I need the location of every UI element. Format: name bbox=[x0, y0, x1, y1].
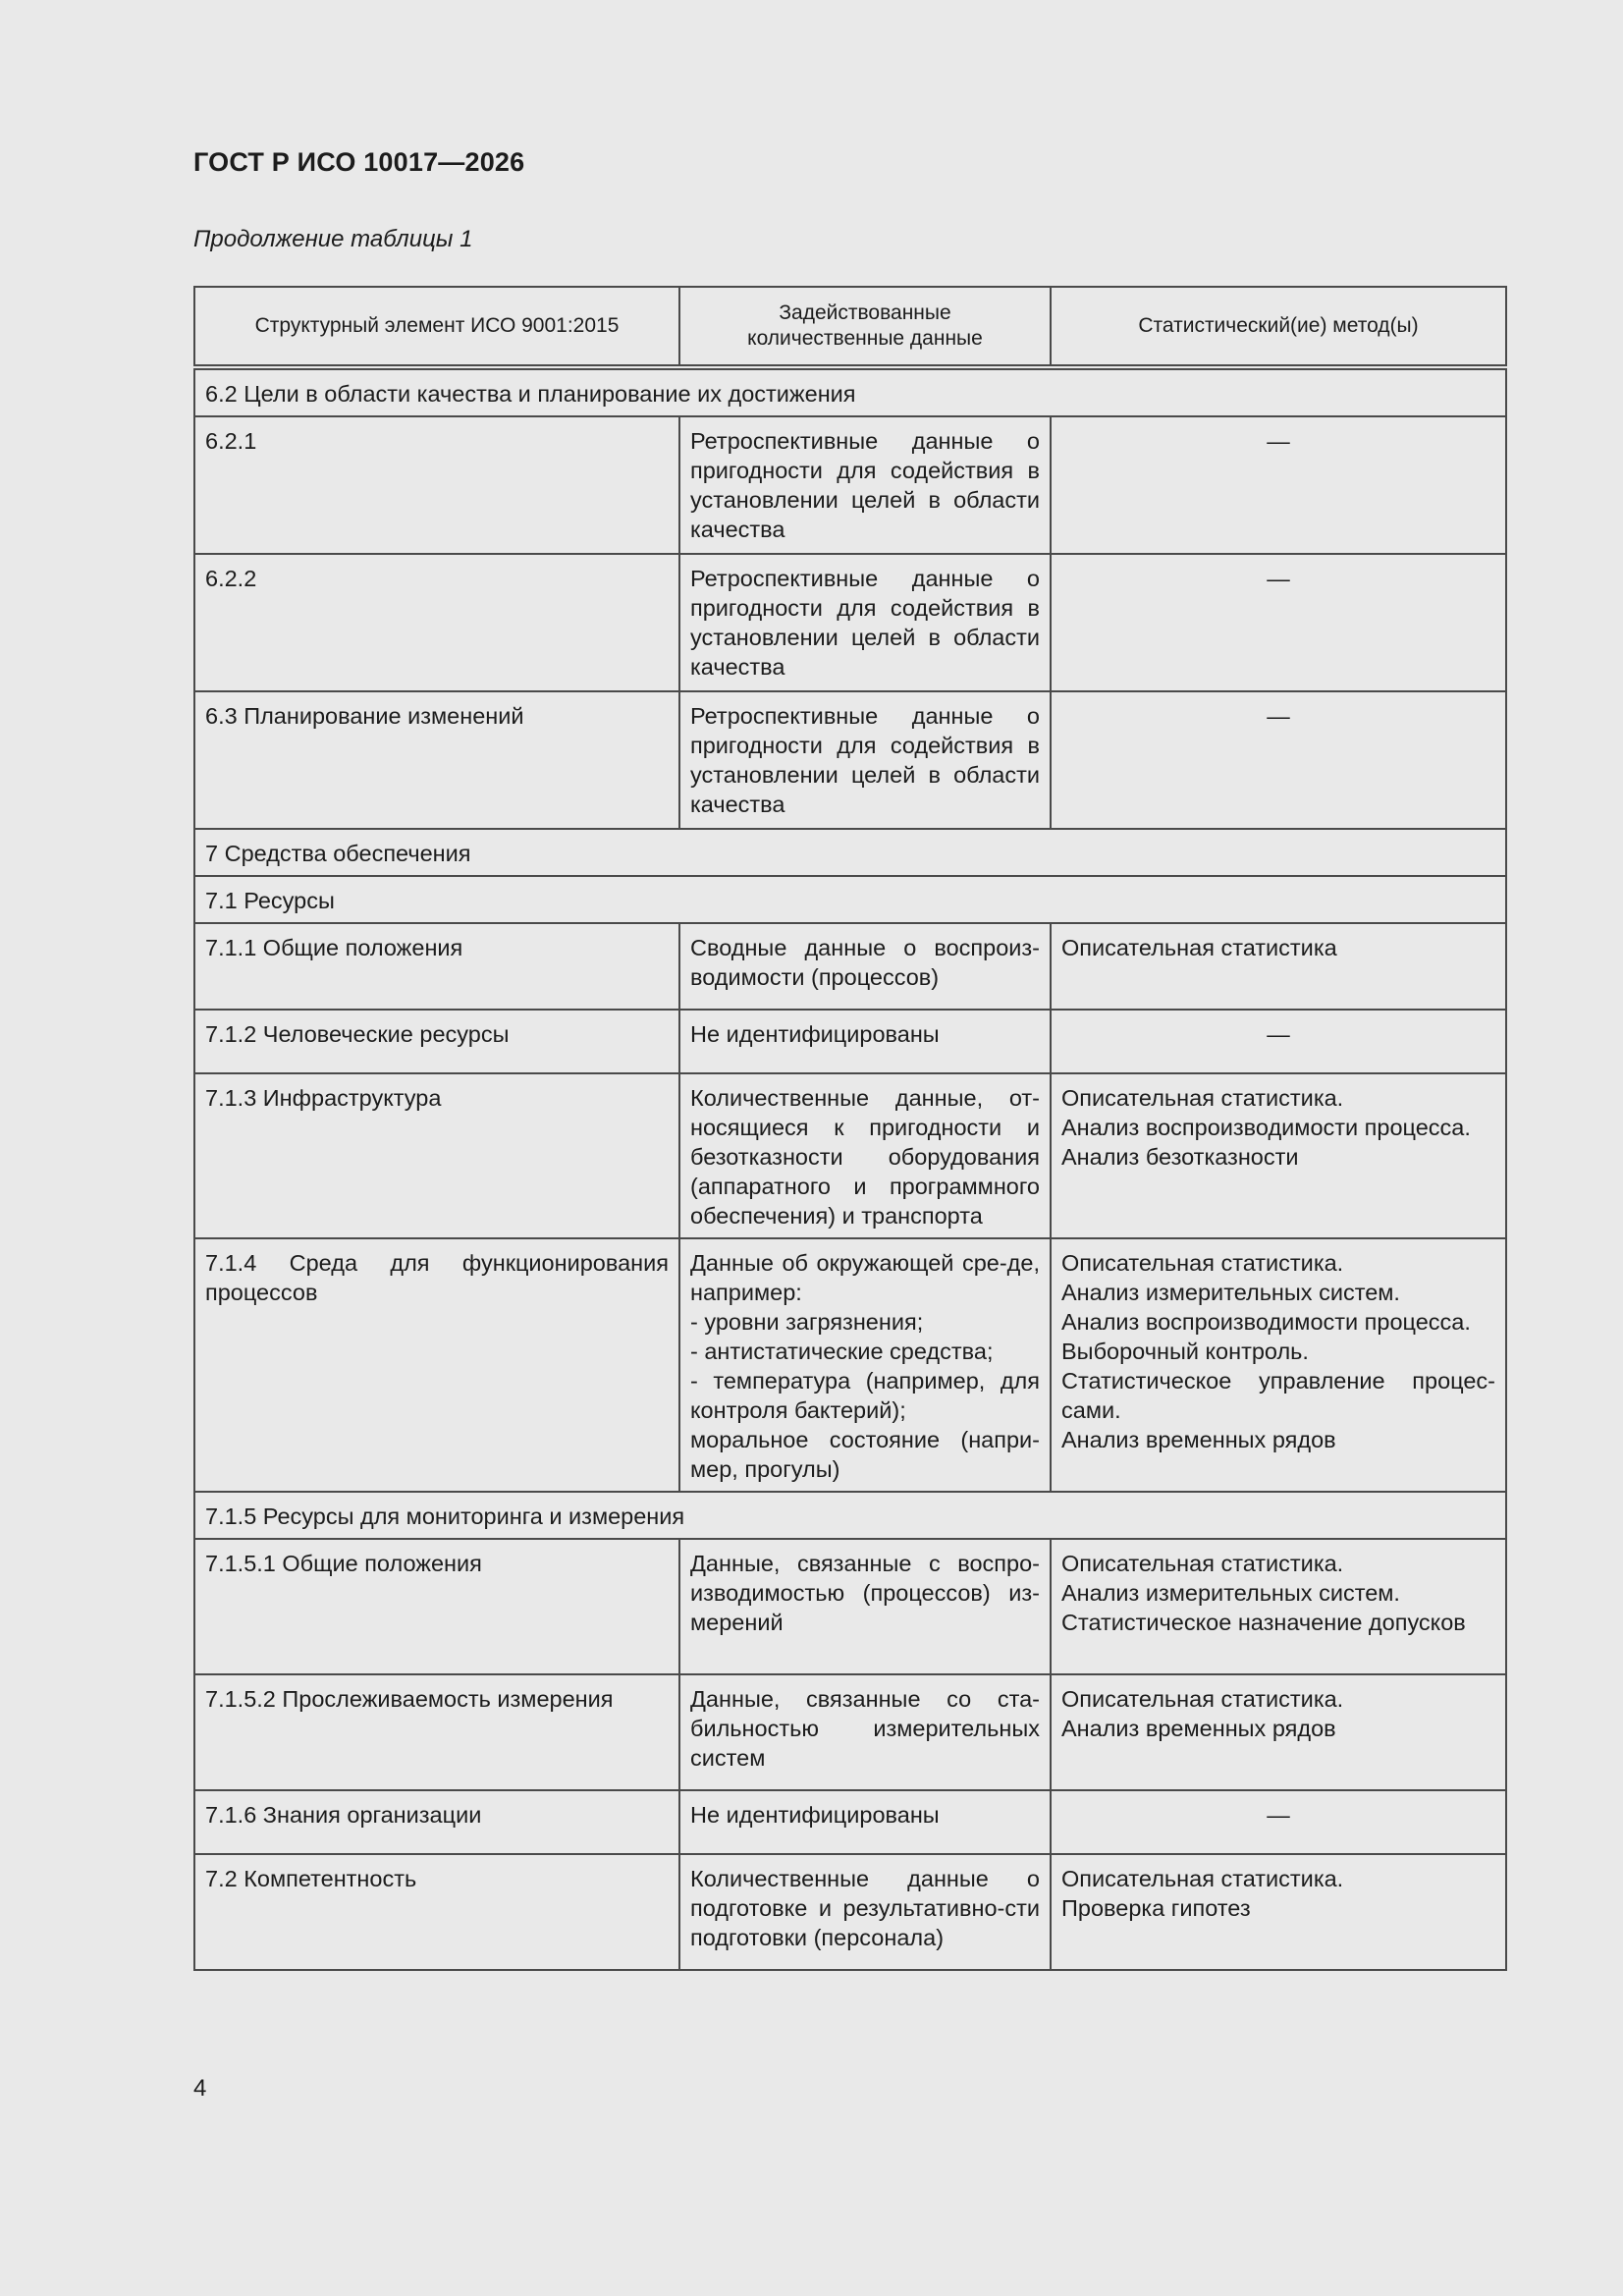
method-cell bbox=[1051, 1854, 1506, 1970]
method-line: Описательная статистика. bbox=[1061, 1085, 1344, 1111]
method-line: Описательная статистика. bbox=[1061, 1250, 1344, 1276]
column-header-method: Статистический(ие) метод(ы) bbox=[1051, 287, 1506, 367]
data-cell: Данные, связанные с воспро-изводимостью (процессов) из-мерений bbox=[679, 1539, 1051, 1674]
data-cell: Ретроспективные данные о пригодности для содействия в установлении целей в области качества bbox=[679, 554, 1051, 691]
method-line: Анализ измерительных систем. bbox=[1061, 1280, 1400, 1305]
table-row bbox=[194, 416, 1506, 554]
element-cell: 7.1.4 Среда для функционирования процессов bbox=[194, 1238, 679, 1492]
method-line: Выборочный контроль. bbox=[1061, 1339, 1309, 1364]
method-line: Анализ временных рядов bbox=[1061, 1427, 1336, 1452]
section-title: 7 Средства обеспечения bbox=[194, 829, 1506, 876]
table-row bbox=[194, 1790, 1506, 1854]
element-cell: 7.1.1 Общие положения bbox=[194, 923, 679, 1010]
section-row bbox=[194, 876, 1506, 923]
section-title: 6.2 Цели в области качества и планирование их достижения bbox=[194, 367, 1506, 416]
method-cell: — bbox=[1051, 554, 1506, 691]
section-row bbox=[194, 829, 1506, 876]
element-cell: 6.2.1 bbox=[194, 416, 679, 554]
element-cell: 7.1.6 Знания организации bbox=[194, 1790, 679, 1854]
method-cell bbox=[1051, 1073, 1506, 1238]
element-cell: 6.2.2 bbox=[194, 554, 679, 691]
table-row bbox=[194, 1238, 1506, 1492]
method-line: Анализ измерительных систем. bbox=[1061, 1580, 1400, 1606]
element-cell: 6.3 Планирование изменений bbox=[194, 691, 679, 829]
method-line: Анализ безотказности bbox=[1061, 1144, 1299, 1170]
data-line: - антистатические средства; bbox=[690, 1339, 994, 1364]
method-line: Анализ временных рядов bbox=[1061, 1716, 1336, 1741]
method-line: Анализ воспроизводимости процесса. bbox=[1061, 1115, 1471, 1140]
method-cell: — bbox=[1051, 416, 1506, 554]
section-row bbox=[194, 1492, 1506, 1539]
method-line: Проверка гипотез bbox=[1061, 1895, 1251, 1921]
method-cell: — bbox=[1051, 691, 1506, 829]
data-cell: Ретроспективные данные о пригодности для содействия в установлении целей в области качества bbox=[679, 416, 1051, 554]
method-cell bbox=[1051, 1238, 1506, 1492]
table-row bbox=[194, 1674, 1506, 1790]
method-line: Описательная статистика. bbox=[1061, 1686, 1344, 1712]
element-cell: 7.1.2 Человеческие ресурсы bbox=[194, 1010, 679, 1073]
data-cell: Сводные данные о воспроиз-водимости (процессов) bbox=[679, 923, 1051, 1010]
method-cell bbox=[1051, 1674, 1506, 1790]
document-code: ГОСТ Р ИСО 10017—2026 bbox=[193, 147, 525, 177]
table-caption: Продолжение таблицы 1 bbox=[193, 226, 473, 252]
section-title: 7.1.5 Ресурсы для мониторинга и измерения bbox=[194, 1492, 1506, 1539]
data-line: - температура (например, для контроля бактерий); bbox=[690, 1368, 1040, 1423]
table-row bbox=[194, 691, 1506, 829]
table-row bbox=[194, 923, 1506, 1010]
method-cell bbox=[1051, 1539, 1506, 1674]
element-cell: 7.1.3 Инфраструктура bbox=[194, 1073, 679, 1238]
data-cell: Данные, связанные со ста-бильностью измерительных систем bbox=[679, 1674, 1051, 1790]
statistical-methods-table bbox=[193, 286, 1507, 1971]
element-cell: 7.1.5.2 Прослеживаемость измерения bbox=[194, 1674, 679, 1790]
table-row bbox=[194, 1073, 1506, 1238]
method-line: Статистическое назначение допусков bbox=[1061, 1610, 1466, 1635]
data-cell: Не идентифицированы bbox=[679, 1790, 1051, 1854]
table-row bbox=[194, 554, 1506, 691]
method-line: Описательная статистика. bbox=[1061, 1551, 1344, 1576]
table-row bbox=[194, 1010, 1506, 1073]
data-line: моральное состояние (напри-мер, прогулы) bbox=[690, 1427, 1040, 1482]
data-line: Данные об окружающей сре-де, например: bbox=[690, 1250, 1040, 1305]
table-row bbox=[194, 1539, 1506, 1674]
method-cell: Описательная статистика bbox=[1051, 923, 1506, 1010]
data-cell: Количественные данные, от-носящиеся к пригодности и безотказности оборудования (аппаратного и программного обеспечения) и транспорта bbox=[679, 1073, 1051, 1238]
data-cell: Количественные данные о подготовке и результативно-сти подготовки (персонала) bbox=[679, 1854, 1051, 1970]
section-title: 7.1 Ресурсы bbox=[194, 876, 1506, 923]
element-cell: 7.2 Компетентность bbox=[194, 1854, 679, 1970]
data-cell: Не идентифицированы bbox=[679, 1010, 1051, 1073]
method-cell: — bbox=[1051, 1790, 1506, 1854]
element-cell: 7.1.5.1 Общие положения bbox=[194, 1539, 679, 1674]
column-header-element: Структурный элемент ИСО 9001:2015 bbox=[194, 287, 679, 367]
method-line: Анализ воспроизводимости процесса. bbox=[1061, 1309, 1471, 1335]
method-cell: — bbox=[1051, 1010, 1506, 1073]
page-number: 4 bbox=[193, 2075, 207, 2102]
data-line: - уровни загрязнения; bbox=[690, 1309, 924, 1335]
method-line: Описательная статистика. bbox=[1061, 1866, 1344, 1891]
section-row bbox=[194, 367, 1506, 416]
data-cell bbox=[679, 1238, 1051, 1492]
table-row bbox=[194, 1854, 1506, 1970]
method-line: Статистическое управление процес-сами. bbox=[1061, 1368, 1495, 1423]
column-header-data: Задействованные количественные данные bbox=[679, 287, 1051, 367]
table-header-row bbox=[194, 287, 1506, 367]
data-cell: Ретроспективные данные о пригодности для содействия в установлении целей в области качества bbox=[679, 691, 1051, 829]
